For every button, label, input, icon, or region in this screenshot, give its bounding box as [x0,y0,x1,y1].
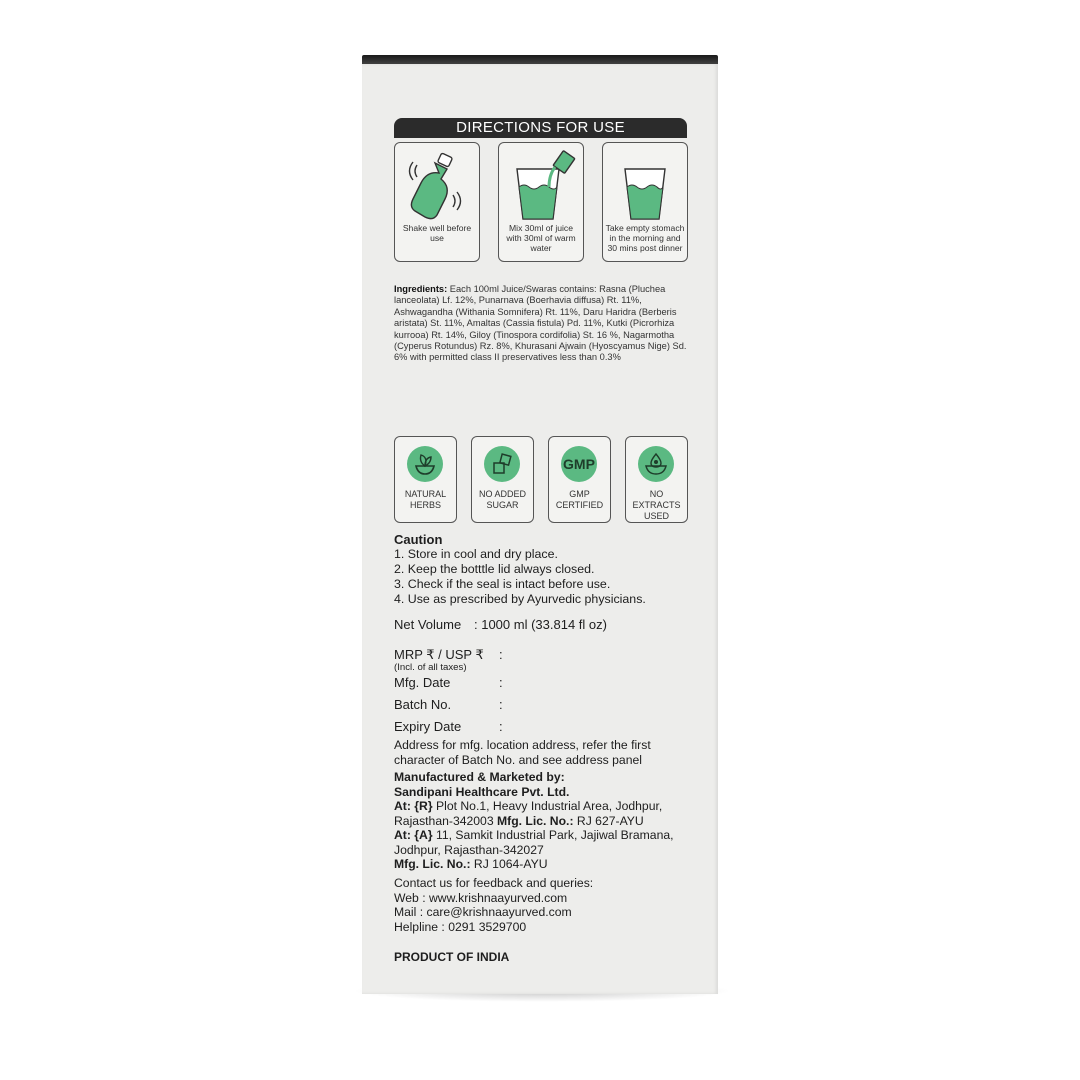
badge-no-added-sugar [471,436,534,523]
expiry-colon: : [499,719,503,734]
mfg-date-label: Mfg. Date [394,675,451,690]
badge-gmp-certified [548,436,611,523]
step-mix [498,142,584,262]
batch-colon: : [499,697,503,712]
step-take [602,142,688,262]
site-r-label: At: {R} [394,799,433,813]
mfg-date-colon: : [499,675,503,690]
site-a-label: At: {A} [394,828,433,842]
batch-label: Batch No. [394,697,452,712]
mrp-label: MRP ₹ / USP ₹ [394,647,484,662]
step-caption: Take empty stomach in the morning and 30 mins post dinner [605,223,685,253]
manufacturer-heading: Manufactured & Marketed by: [394,770,565,784]
badge-no-extracts [625,436,688,523]
contact-block [394,876,694,934]
step-caption: Shake well before use [402,223,472,243]
contact-helpline: Helpline : 0291 3529700 [394,919,527,934]
caution-title: Caution [394,532,443,547]
lic1-value: RJ 627-AYU [576,813,644,828]
caution-item: 3. Check if the seal is intact before use. [394,577,611,591]
badge-label: NO ADDED SUGAR [478,489,526,510]
lic2-label: Mfg. Lic. No.: [394,857,471,871]
contact-web: Web : www.krishnaayurved.com [394,890,568,905]
ingredients-block [394,284,690,364]
caution-list [394,547,646,607]
gmp-icon [561,446,597,482]
address-note: Address for mfg. location address, refer the first character of Batch No. and see address panel [394,738,651,767]
expiry-label: Expiry Date [394,719,462,734]
pouring-glass-icon [499,147,583,225]
ingredients-text: Each 100ml Juice/Swaras contains: Rasna (Pluchea lanceolata) Lf. 12%, Punarnava (Boerhavia diffusa) Rt. 11%, Ashwagandha (Withania Somnifera) Rt. 11%, Daru Haridra (Berberis aristata) St. 11%, Amaltas (Cassia fistula) Pd. 11%, Kutki (Picrorhiza kurrooa) Rt. 14%, Giloy (Tinospora cordifolia) St. 16 %, Nagarmotha (Cyperus Rotundus) Rz. 8%, Khurasani Ajwain (Hyoscyamus Nige) Sd. 6% with permitted class II preservatives less than 0.3% [394,284,687,363]
manufacturer-company: Sandipani Healthcare Pvt. Ltd. [394,784,570,799]
site-a-address: 11, Samkit Industrial Park, Jajiwal Bramana, Jodhpur, Rajasthan-342027 [394,828,674,857]
directions-title: DIRECTIONS FOR USE [394,118,687,138]
lic1-label: Mfg. Lic. No.: [497,813,574,828]
contact-mail: Mail : care@krishnaayurved.com [394,905,572,919]
product-origin: PRODUCT OF INDIA [394,950,510,964]
caution-item: 1. Store in cool and dry place. [394,547,558,561]
gmp-icon-text: GMP [563,456,595,472]
badge-label: GMP CERTIFIED [555,489,604,510]
caution-item: 4. Use as prescribed by Ayurvedic physicians. [394,592,646,606]
step-shake [394,142,480,262]
sugar-cube-icon [484,446,520,482]
herb-bowl-icon [407,446,443,482]
site-r-address: Plot No.1, Heavy Industrial Area, Jodhpur, Rajasthan-342003 [394,799,663,828]
step-caption: Mix 30ml of juice with 30ml of warm water [506,223,576,253]
net-volume-value: : 1000 ml (33.814 fl oz) [474,617,607,632]
badge-natural-herbs [394,436,457,523]
box-side-panel [362,64,718,994]
badge-label: NO EXTRACTS USED [632,489,681,521]
glass-icon [603,147,687,225]
caution-item: 2. Keep the botttle lid always closed. [394,562,595,576]
net-volume-label: Net Volume [394,617,462,632]
shaking-bottle-icon [395,147,479,225]
lic2-value: RJ 1064-AYU [473,857,548,871]
extract-bowl-icon [638,446,674,482]
mrp-note: (Incl. of all taxes) [394,662,467,673]
badge-label: NATURAL HERBS [404,489,447,510]
mrp-colon: : [499,647,503,662]
ingredients-label: Ingredients: [394,284,448,294]
manufacturer-block [394,770,694,872]
contact-heading: Contact us for feedback and queries: [394,876,594,890]
